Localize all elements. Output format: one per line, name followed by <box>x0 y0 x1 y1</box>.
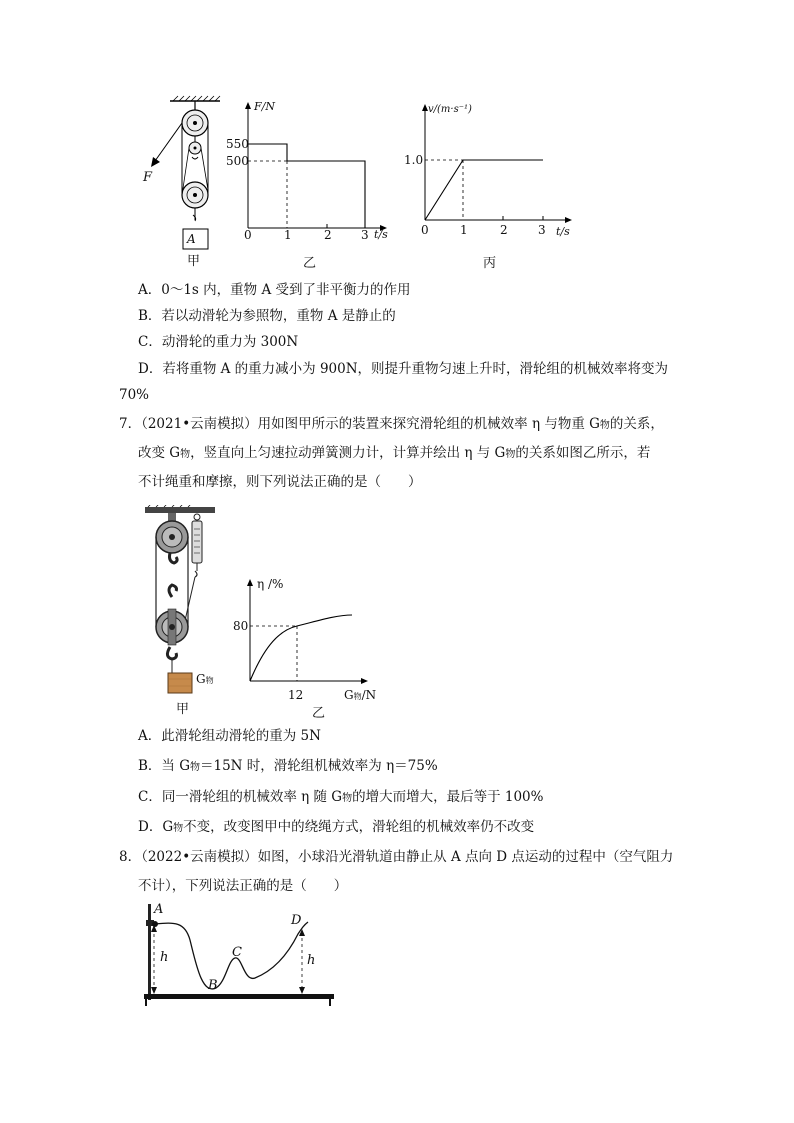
q7-sub: 物 <box>180 449 191 460</box>
q7-stem-line2-a: 改变 G <box>138 445 181 461</box>
q6-option-d: D．若将重物 A 的重力减小为 900N，则提升重物匀速上升时，滑轮组的机械效率将变为 <box>138 361 669 377</box>
q7-option-b <box>138 757 438 777</box>
q7-option-d-b: 不变，改变图甲中的绕绳方式，滑轮组的机械效率仍不改变 <box>183 819 535 835</box>
q7-stem-line1 <box>119 415 664 435</box>
q6-option-c: C．动滑轮的重力为 300N <box>138 334 299 350</box>
q8-stem-line1: 8．（2022•云南模拟）如图，小球沿光滑轨道由静止从 A 点向 D 点运动的过程中（空气阻力 <box>119 849 674 865</box>
q6-bing-xtick-3: 3 <box>538 223 546 237</box>
q7-stem-line1-text: 7．（2021•云南模拟）用如图甲所示的装置来探究滑轮组的机械效率 η 与物重 G <box>119 416 600 432</box>
q6-option-b: B．若以动滑轮为参照物，重物 A 是静止的 <box>138 308 396 324</box>
q7-weight-g: G <box>196 672 206 686</box>
q8-point-b: B <box>208 978 218 993</box>
q7-option-d <box>138 818 534 838</box>
q6-bing-ytick: 1.0 <box>404 153 424 167</box>
q7-option-b-b: ＝15N 时，滑轮组机械效率为 η＝75% <box>200 758 438 774</box>
q6-yi-xlabel: t/s <box>374 228 388 241</box>
q7-yi-xlabel-g: G <box>344 688 354 702</box>
q6-bing-xlabel: t/s <box>556 225 570 238</box>
q7-option-c-a: C．同一滑轮组的机械效率 η 随 G <box>138 789 343 805</box>
q7-yi-xlabel <box>344 688 376 702</box>
q8-height-right: h <box>307 953 316 968</box>
q7-sub: 物 <box>599 420 610 431</box>
q7-sub: 物 <box>190 762 200 773</box>
q6-bing-xtick-0: 0 <box>421 223 429 237</box>
q7-option-b-a: B．当 G <box>138 758 190 774</box>
q8-stem-line2: 不计），下列说法正确的是（ ） <box>138 878 348 894</box>
q8-height-left: h <box>160 950 169 965</box>
q6-block-label: A <box>187 232 196 246</box>
q7-option-d-a: D．G <box>138 819 174 835</box>
q6-yi-ytick-550: 550 <box>226 137 249 151</box>
q7-pulley-diagram <box>140 505 230 700</box>
q8-point-d: D <box>291 913 302 928</box>
q7-stem-line3: 不计绳重和摩擦，则下列说法正确的是（ ） <box>138 474 422 490</box>
q6-force-label: F <box>143 170 153 185</box>
q7-yi-ytick: 80 <box>233 619 249 633</box>
q7-yi-xtick: 12 <box>288 688 304 702</box>
q6-yi-ytick-500: 500 <box>226 154 249 168</box>
q7-fig-jia-caption: 甲 <box>176 702 190 717</box>
q7-stem-line2-c: 的关系如图乙所示，若 <box>515 445 651 461</box>
q7-yi-ylabel: η /% <box>257 577 284 591</box>
q7-stem-line1-end: 的关系， <box>609 416 664 432</box>
q6-option-d-cont: 70% <box>119 387 150 403</box>
q6-yi-ylabel: F/N <box>254 100 275 113</box>
q7-weight-sub: 物 <box>205 676 214 685</box>
q7-yi-xlabel-unit: /N <box>361 688 377 702</box>
q7-yi-xlabel-sub: 物 <box>353 692 362 701</box>
q6-fig-jia-caption: 甲 <box>187 254 201 269</box>
q6-bing-xtick-2: 2 <box>500 223 508 237</box>
q6-force-time-graph <box>215 98 395 248</box>
q6-yi-xtick-3: 3 <box>361 228 369 242</box>
q7-stem-line2-b: ，竖直向上匀速拉动弹簧测力计，计算并绘出 η 与 G <box>190 445 506 461</box>
q7-fig-yi-caption: 乙 <box>312 706 326 721</box>
q7-sub: 物 <box>342 793 353 804</box>
q6-bing-ylabel: v/(m·s⁻¹) <box>428 104 472 115</box>
q8-point-c: C <box>232 945 242 960</box>
q8-point-a: A <box>154 902 164 917</box>
q6-yi-xtick-1: 1 <box>284 228 292 242</box>
q6-yi-xtick-2: 2 <box>324 228 332 242</box>
q7-option-c-b: 的增大而增大，最后等于 100% <box>352 789 544 805</box>
q7-stem-line2 <box>138 444 650 464</box>
q7-sub: 物 <box>173 823 184 834</box>
q6-fig-yi-caption: 乙 <box>303 256 317 271</box>
q7-sub: 物 <box>505 449 516 460</box>
q6-option-a: A．0～1s 内，重物 A 受到了非平衡力的作用 <box>138 282 411 298</box>
q7-option-c <box>138 788 543 808</box>
q7-efficiency-graph <box>240 575 370 687</box>
q7-weight-label <box>196 672 214 686</box>
q7-option-a: A．此滑轮组动滑轮的重为 5N <box>138 728 321 744</box>
q6-yi-xtick-0: 0 <box>244 228 252 242</box>
q6-velocity-time-graph <box>405 100 580 230</box>
q6-bing-xtick-1: 1 <box>460 223 468 237</box>
q6-fig-bing-caption: 丙 <box>483 256 497 271</box>
